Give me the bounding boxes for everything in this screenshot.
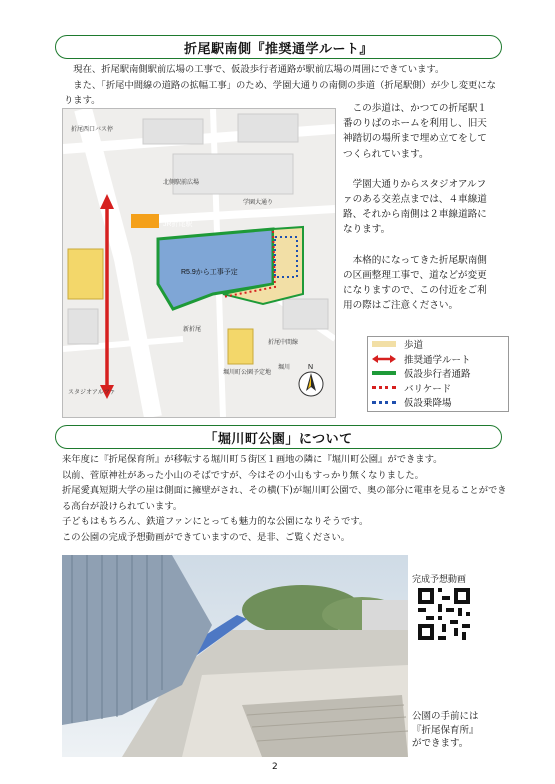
legend-label: 推奨通学ルート [404,354,471,366]
route-explanation [343,101,493,328]
park-paragraph: 来年度に『折尾保育所』が移転する堀川町５街区１画地の隣に『堀川町公園』ができます。 [62,454,443,465]
intro-line-1: 現在、折尾駅南側駅前広場の工事で、仮設歩行者通路が駅前広場の周囲にできています。 [64,64,445,75]
legend-stop [368,395,508,410]
compass-label: N [308,364,314,371]
section-heading-route [55,35,502,59]
legend-temp-path [368,366,508,381]
map-label-shinorio: 新折尾 [183,327,202,333]
side-paragraph-2: 学園大通りからスタジオアルファのある交差点までは、４車線道路、それから南側は２車線道路になります。 [343,178,487,236]
legend-route [368,352,508,367]
side-paragraph-1: この歩道は、かつての折尾駅１番のりばのホームを利用し、旧天神踏切の場所まで埋め立てをしてつくられています。 [343,103,487,160]
map-label-horikawa: 堀川 [278,365,291,371]
park-rendering-image [62,555,408,757]
section-heading-park [55,425,502,449]
legend-swatch-temp-path [372,371,396,375]
park-text [62,452,507,545]
caption-line: 『折尾保育所』 [412,724,479,736]
map-label-avenue: 学園大通り [243,200,274,206]
legend-swatch-sidewalk [372,341,396,347]
legend-swatch-stop [372,401,396,404]
map-label-north-plaza: 北側駅前広場 [163,180,200,186]
section-heading-text: 「堀川町公園」について [204,431,353,447]
legend-swatch-barricade [372,386,396,389]
park-paragraph: 子どもはもちろん、鉄道ファンにとっても魅力的な公園になりそうです。 [62,516,369,527]
legend-label: バリケード [404,383,452,395]
side-paragraph-3: 本格的になってきた折尾駅南側の区画整理工事で、道などが変更になりますので、この付近をご利用の際はご注意ください。 [343,254,487,312]
map-legend [367,336,509,412]
caption-line: 公園の手前には [412,711,479,722]
map-label-busstop: 折尾西口バス停 [71,127,114,133]
station-label: JR折尾駅 [163,221,193,228]
intro-line-2: また、「折尾中間線の道路の拡幅工事」のため、学園大通りの南側の歩道（折尾駅側）が少し変更になります。 [64,79,496,106]
qr-label: 完成予想動画 [412,575,467,585]
park-paragraph: 以前、菅原神社があった小山のそばですが、今はその小山もすっかり無くなりました。 [62,469,424,481]
page-number: 2 [272,762,278,772]
qr-code-icon[interactable] [418,588,470,640]
legend-label: 仮設歩行者通路 [404,369,471,381]
park-paragraph: この公園の完成予想動画ができていますので、是非、ご覧ください。 [62,531,351,543]
station-block [131,214,159,228]
legend-arrow-icon [372,355,396,363]
legend-label: 仮設乗降場 [404,398,452,410]
legend-sidewalk [368,337,508,352]
route-map-graphic [63,109,335,417]
legend-label: 歩道 [404,340,424,352]
caption-line: ができます。 [412,738,469,749]
route-map [62,108,336,418]
map-label-park-site: 堀川町公園予定地 [223,370,272,376]
construction-label: R5.9から工事予定 [181,269,238,276]
section-heading-text: 折尾駅南側『推奨通学ルート』 [183,41,373,57]
map-label-road: 折尾中間線 [268,340,299,346]
legend-barricade [368,381,508,396]
park-paragraph: 折尾愛真短期大学の崖は側面に擁壁がされ、その横(下)が堀川町公園で、奥の部分に電車を見ることができる高台が設けられています。 [62,485,507,512]
photo-caption [412,710,479,751]
map-label-studio: スタジオアルファ [68,390,116,396]
